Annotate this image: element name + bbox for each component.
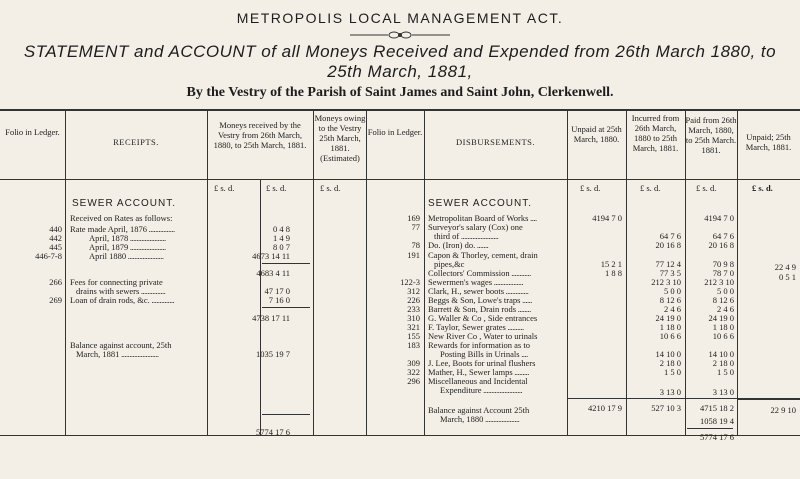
- paid-amount: 78 7 0: [712, 268, 734, 278]
- incurred-amount: 2 18 0: [659, 358, 681, 368]
- folio: 78: [411, 240, 420, 250]
- disbursement-label: Beggs & Son, Lowe's traps ......: [428, 295, 532, 305]
- subcol-divider: [260, 180, 261, 435]
- header-folio-right: Folio in Ledger.: [367, 127, 423, 137]
- col-divider: [65, 110, 66, 435]
- incurred-amount: 77 12 4: [655, 259, 681, 269]
- disbursement-label: Sewermen's wages ..................: [428, 277, 523, 287]
- section-title-receipts: SEWER ACCOUNT.: [72, 198, 177, 209]
- header-unpaid-1880: Unpaid at 25th March, 1880.: [571, 124, 622, 144]
- disbursement-label: G. Waller & Co , Side entrances: [428, 313, 538, 323]
- incurred-amount: 20 16 8: [655, 240, 681, 250]
- paid-amount: 8 12 6: [712, 295, 734, 305]
- lsd-label: £ s. d.: [640, 183, 661, 193]
- paid-amount: 20 16 8: [708, 240, 734, 250]
- table-bottom-rule: [0, 435, 800, 436]
- incurred-amount: 1 18 0: [659, 322, 681, 332]
- paid-amount: 10 6 6: [712, 331, 734, 341]
- col-divider: [424, 110, 425, 435]
- receipt-label: March, 1881 .......................: [76, 349, 159, 359]
- folio: 266: [49, 277, 62, 287]
- sum-rule: [262, 307, 310, 308]
- paid-amount: 64 7 6: [712, 231, 734, 241]
- disbursement-label: Balance against Account 25th: [428, 405, 530, 415]
- lsd-label: £ s. d.: [696, 183, 717, 193]
- col-divider: [366, 110, 367, 435]
- disbursement-label: Barrett & Son, Drain rods ........: [428, 304, 531, 314]
- receipts-subtotal: 4683 4 11: [256, 268, 290, 278]
- disbursement-label: Collectors' Commission ............: [428, 268, 531, 278]
- paid-amount: 212 3 10: [704, 277, 734, 287]
- folio: 226: [407, 295, 420, 305]
- disbursement-label: Do. (Iron) do. .......: [428, 240, 489, 250]
- lsd-label: £ s. d.: [752, 183, 773, 193]
- disbursement-label: Metropolitan Board of Works ....: [428, 213, 537, 223]
- vestry-byline: By the Vestry of the Parish of Saint James and Saint John, Clerkenwell.: [186, 85, 614, 100]
- folio: 191: [407, 250, 420, 260]
- receipt-amount: 4673 14 11: [252, 251, 290, 261]
- receipt-amount: 1 4 9: [273, 233, 290, 243]
- receipt-amount: 8 0 7: [273, 242, 290, 252]
- folio: 322: [407, 367, 420, 377]
- paid-amount: 1 5 0: [717, 367, 734, 377]
- paid-amount: 3 13 0: [712, 387, 734, 397]
- sum-rule: [262, 414, 310, 415]
- sum-rule: [262, 263, 310, 264]
- receipt-label: Balance against account, 25th: [70, 340, 172, 350]
- receipt-label: Rate made April, 1876 ................: [70, 224, 175, 234]
- incurred-amount: 2 4 6: [664, 304, 681, 314]
- header-disbursements: DISBURSEMENTS.: [455, 137, 536, 147]
- incurred-amount: 77 3 5: [659, 268, 681, 278]
- receipt-label: Loan of drain rods, &c. ..............: [70, 295, 175, 305]
- paid-balance: 1058 19 4: [700, 416, 734, 426]
- incurred-amount: 3 13 0: [659, 387, 681, 397]
- unpaid-1881-amount: 22 4 9: [774, 262, 796, 272]
- document-title: METROPOLIS LOCAL MANAGEMENT ACT.: [236, 10, 564, 26]
- disbursement-label: New River Co , Water to urinals: [428, 331, 538, 341]
- disbursement-label: Posting Bills in Urinals ....: [440, 349, 528, 359]
- sum-rule: [737, 398, 800, 400]
- statement-heading-line2: 25th March, 1881,: [327, 62, 473, 81]
- paid-amount: 2 18 0: [712, 358, 734, 368]
- disbursement-label: third of .......................: [434, 231, 499, 241]
- folio: 321: [407, 322, 420, 332]
- disbursement-label: Rewards for information as to: [428, 340, 530, 350]
- disbursement-label: pipes,&c: [434, 259, 465, 269]
- header-unpaid-1881: Unpaid; 25th March, 1881.: [745, 132, 792, 152]
- incurred-amount: 212 3 10: [651, 277, 681, 287]
- incurred-amount: 14 10 0: [655, 349, 681, 359]
- folio: 442: [49, 233, 62, 243]
- receipt-amount: 1035 19 7: [256, 349, 290, 359]
- folio: 440: [49, 224, 62, 234]
- receipt-amount: 7 16 0: [268, 295, 290, 305]
- disbursement-label: March, 1880 .....................: [440, 414, 520, 424]
- folio: 122-3: [400, 277, 420, 287]
- paid-amount: 14 10 0: [708, 349, 734, 359]
- statement-heading-line1: STATEMENT and ACCOUNT of all Moneys Received and Expended from 26th March 1880, to: [23, 42, 777, 61]
- folio: 309: [407, 358, 420, 368]
- folio: 233: [407, 304, 420, 314]
- receipts-intro: Received on Rates as follows:: [70, 213, 173, 223]
- disbursements-total: 5774 17 6: [700, 432, 734, 442]
- header-bottom-rule: [0, 179, 800, 180]
- folio: 77: [411, 222, 420, 232]
- folio: 310: [407, 313, 420, 323]
- ornament-divider: [350, 31, 450, 39]
- sum-rule: [687, 428, 733, 429]
- disbursement-label: J. Lee, Boots for urinal flushers: [428, 358, 536, 368]
- unpaid-1881-total: 22 9 10: [770, 405, 796, 415]
- receipts-subtotal: 4738 17 11: [252, 313, 290, 323]
- unpaid-1881-amount: 0 5 1: [779, 272, 796, 282]
- disbursement-label: Expenditure ........................: [440, 385, 523, 395]
- header-incurred: Incurred from 26th March, 1880 to 25th March, 1881.: [631, 113, 680, 153]
- receipts-total: 5774 17 6: [256, 427, 290, 437]
- folio: 296: [407, 376, 420, 386]
- disbursement-label: Mather, H., Sewer lamps .........: [428, 367, 529, 377]
- incurred-amount: 64 7 6: [659, 231, 681, 241]
- header-moneys-received: Moneys received by the Vestry from 26th March, 1880, to 25th March, 1881.: [213, 120, 307, 150]
- unpaid-1880-amount: 1 8 8: [605, 268, 622, 278]
- folio: 269: [49, 295, 62, 305]
- receipt-label: April, 1879 ......................: [89, 242, 166, 252]
- paid-amount: 70 9 8: [712, 259, 734, 269]
- folio: 445: [49, 242, 62, 252]
- disbursement-label: Surveyor's salary (Cox) one: [428, 222, 523, 232]
- header-receipts: RECEIPTS.: [113, 137, 159, 147]
- receipt-amount: 0 4 8: [273, 224, 290, 234]
- disbursement-label: Capon & Thorley, cement, drain: [428, 250, 538, 260]
- unpaid-1880-amount: 15 2 1: [600, 259, 622, 269]
- unpaid-1880-amount: 4194 7 0: [592, 213, 622, 223]
- lsd-label: £ s. d.: [214, 183, 235, 193]
- folio: 446-7-8: [35, 251, 62, 261]
- lsd-label: £ s. d.: [580, 183, 601, 193]
- lsd-label: £ s. d.: [266, 183, 287, 193]
- unpaid-1880-total: 4210 17 9: [588, 403, 622, 413]
- disbursement-label: Clark, H., sewer boots ..............: [428, 286, 529, 296]
- paid-amount: 4194 7 0: [704, 213, 734, 223]
- paid-amount: 5 0 0: [717, 286, 734, 296]
- disbursement-label: Miscellaneous and Incidental: [428, 376, 528, 386]
- header-folio-left: Folio in Ledger.: [5, 127, 60, 137]
- header-moneys-owing: Moneys owing to the Vestry 25th March, 1881. (Estimated): [314, 113, 366, 163]
- folio: 169: [407, 213, 420, 223]
- incurred-amount: 10 6 6: [659, 331, 681, 341]
- paid-total: 4715 18 2: [700, 403, 734, 413]
- receipt-label: April 1880 ......................: [89, 251, 164, 261]
- incurred-amount: 8 12 6: [659, 295, 681, 305]
- incurred-amount: 5 0 0: [664, 286, 681, 296]
- table-top-rule: [0, 109, 800, 111]
- incurred-total: 527 10 3: [651, 403, 681, 413]
- paid-amount: 24 19 0: [708, 313, 734, 323]
- section-title-disbursements: SEWER ACCOUNT.: [428, 198, 533, 209]
- paid-amount: 2 4 6: [717, 304, 734, 314]
- receipt-label: April, 1878 ......................: [89, 233, 166, 243]
- disbursement-label: F. Taylor, Sewer grates ..........: [428, 322, 524, 332]
- folio: 183: [407, 340, 420, 350]
- paid-amount: 1 18 0: [712, 322, 734, 332]
- receipt-amount: 47 17 0: [264, 286, 290, 296]
- receipt-label: Fees for connecting private: [70, 277, 163, 287]
- incurred-amount: 24 19 0: [655, 313, 681, 323]
- folio: 312: [407, 286, 420, 296]
- folio: 155: [407, 331, 420, 341]
- incurred-amount: 1 5 0: [664, 367, 681, 377]
- lsd-label: £ s. d.: [320, 183, 341, 193]
- header-paid: Paid from 26th March, 1880, to 25th March. 1881.: [685, 115, 737, 155]
- receipt-label: drains with sewers ...............: [76, 286, 166, 296]
